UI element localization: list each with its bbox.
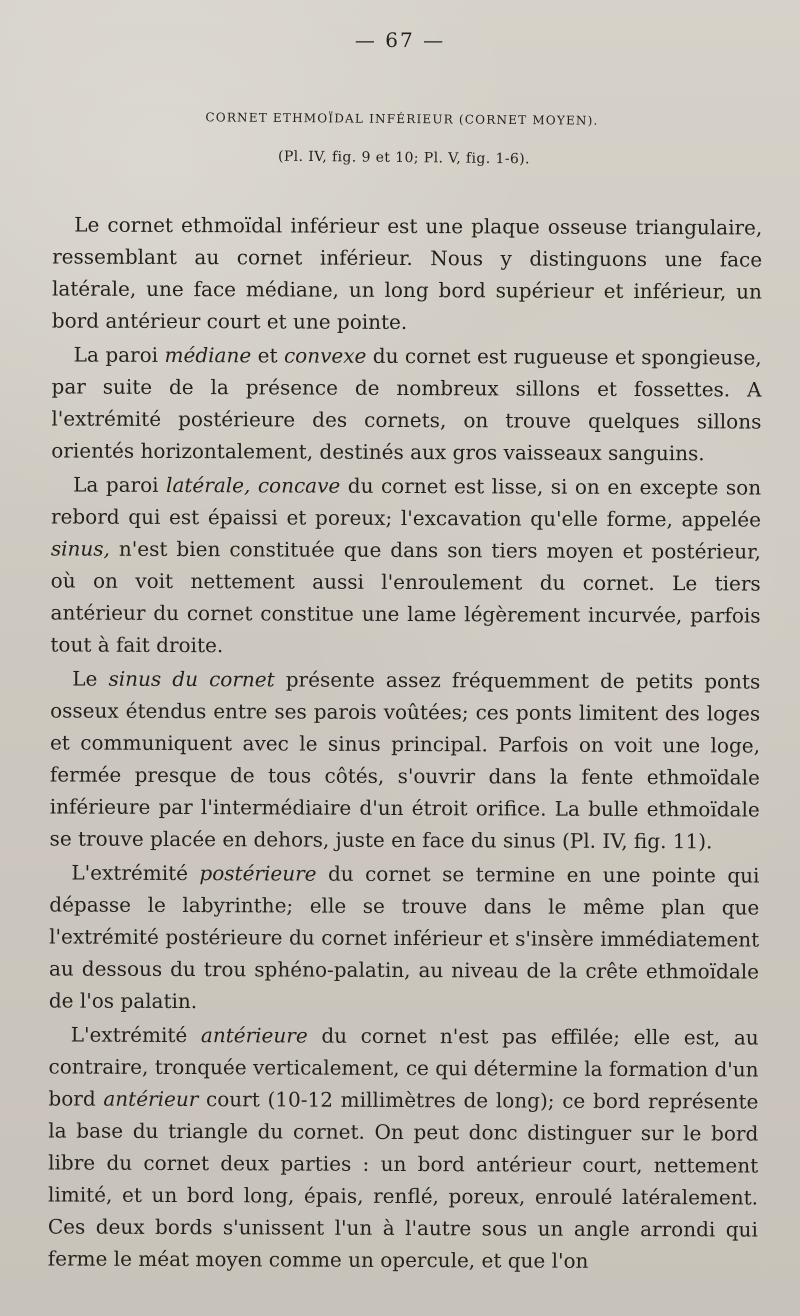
paragraph-3-end: n'est bien constituée que dans son tiers moyen et postérieur, où on voit nettement aussi l'enroulement du cornet. Le tiers antérieur du cornet constitue une lame légèrement incurvée, parfois tout à fait droite. bbox=[50, 536, 761, 658]
paragraph-2 bbox=[51, 338, 762, 469]
paragraph-3-start: La paroi bbox=[73, 472, 167, 497]
paragraph-6-start: L'extrémité bbox=[70, 1022, 202, 1048]
paragraph-3-middle-2: du cornet est lisse, si on en excepte son rebord qui est épaissi et poreux; l'excavation qu'elle forme, appelée bbox=[50, 473, 762, 532]
paragraph-5-emphasis-1: postérieure bbox=[199, 861, 317, 886]
paragraph-5 bbox=[49, 856, 760, 1019]
paragraph-6-emphasis-1: antérieure bbox=[200, 1023, 308, 1048]
paragraph-2-start: La paroi bbox=[73, 342, 165, 367]
paragraph-6-middle-1: du cornet n'est pas effilée; elle est, au contraire, tronquée verticalement, ce qui détermine la formation d'un bord bbox=[48, 1023, 759, 1111]
paragraph-2-emphasis-2: convexe bbox=[283, 343, 367, 368]
paragraph-5-start: L'extrémité bbox=[71, 860, 200, 886]
paragraph-3 bbox=[50, 468, 761, 663]
paragraph-3-emphasis-2: concave bbox=[257, 473, 341, 498]
paragraph-6 bbox=[48, 1018, 759, 1277]
paragraph-6-end: court (10-12 millimètres de long); ce bord représente la base du triangle du cornet. On peut donc distinguer sur le bord libre du cornet deux parties : un bord antérieur court, nettement limité, et un bord long, épais, renflé, poreux, enroulé latéralement. Ces deux bords s'unissent l'un à l'autre sous un angle arrondi qui ferme le méat moyen comme un opercule, et que l'on bbox=[47, 1087, 759, 1273]
paragraph-1-text: Le cornet ethmoïdal inférieur est une plaque osseuse triangulaire, ressemblant au cornet inférieur. Nous y distinguons une face latérale, une face médiane, un long bord supérieur et inférieur, un bord antérieur court et une pointe. bbox=[51, 212, 763, 335]
paragraph-4-emphasis-1: sinus du cornet bbox=[108, 666, 275, 692]
page-number: — 67 — bbox=[354, 28, 446, 52]
paragraph-4-end: présente assez fréquemment de petits ponts osseux étendus entre ses parois voûtées; ces ponts limitent des loges et communiquent avec le sinus principal. Parfois on voit une loge, fermée presque de tous côtés, s'ouvrir dans la fente ethmoïdale inférieure par l'intermédiaire d'un étroit orifice. La bulle ethmoïdale se trouve placée en dehors, juste en face du sinus (Pl. IV, fig. 11). bbox=[49, 667, 761, 854]
paragraph-3-middle-1 bbox=[250, 473, 258, 497]
paragraph-2-emphasis-1: médiane bbox=[164, 342, 252, 368]
section-reference: (Pl. IV, fig. 9 et 10; Pl. V, fig. 1-6). bbox=[277, 148, 531, 168]
paragraph-2-end: du cornet est rugueuse et spongieuse, par suite de la présence de nombreux sillons et fossettes. A l'extrémité postérieure des cornets, on trouve quelques sillons orientés horizontalement, destinés aux gros vaisseaux sanguins. bbox=[51, 343, 762, 466]
section-title: CORNET ETHMOÏDAL INFÉRIEUR (CORNET MOYEN). bbox=[205, 110, 599, 128]
paragraph-6-emphasis-2: antérieur bbox=[103, 1086, 199, 1112]
paragraph-4 bbox=[50, 662, 761, 857]
paragraph-3-emphasis-1: latérale, bbox=[166, 472, 251, 498]
paragraph-4-start: Le bbox=[72, 666, 109, 691]
body-text bbox=[48, 208, 763, 1277]
paragraph-3-emphasis-3: sinus, bbox=[50, 536, 110, 561]
paragraph-1 bbox=[52, 208, 763, 339]
paragraph-2-middle-1: et bbox=[251, 343, 285, 368]
paragraph-5-end: du cornet se termine en une pointe qui dépasse le labyrinthe; elle se trouve dans le même plan que l'extrémité postérieure du cornet inférieur et s'insère immédiatement au dessous du trou sphéno-palatin, au niveau de la crête ethmoïdale de l'os palatin. bbox=[48, 861, 760, 1014]
